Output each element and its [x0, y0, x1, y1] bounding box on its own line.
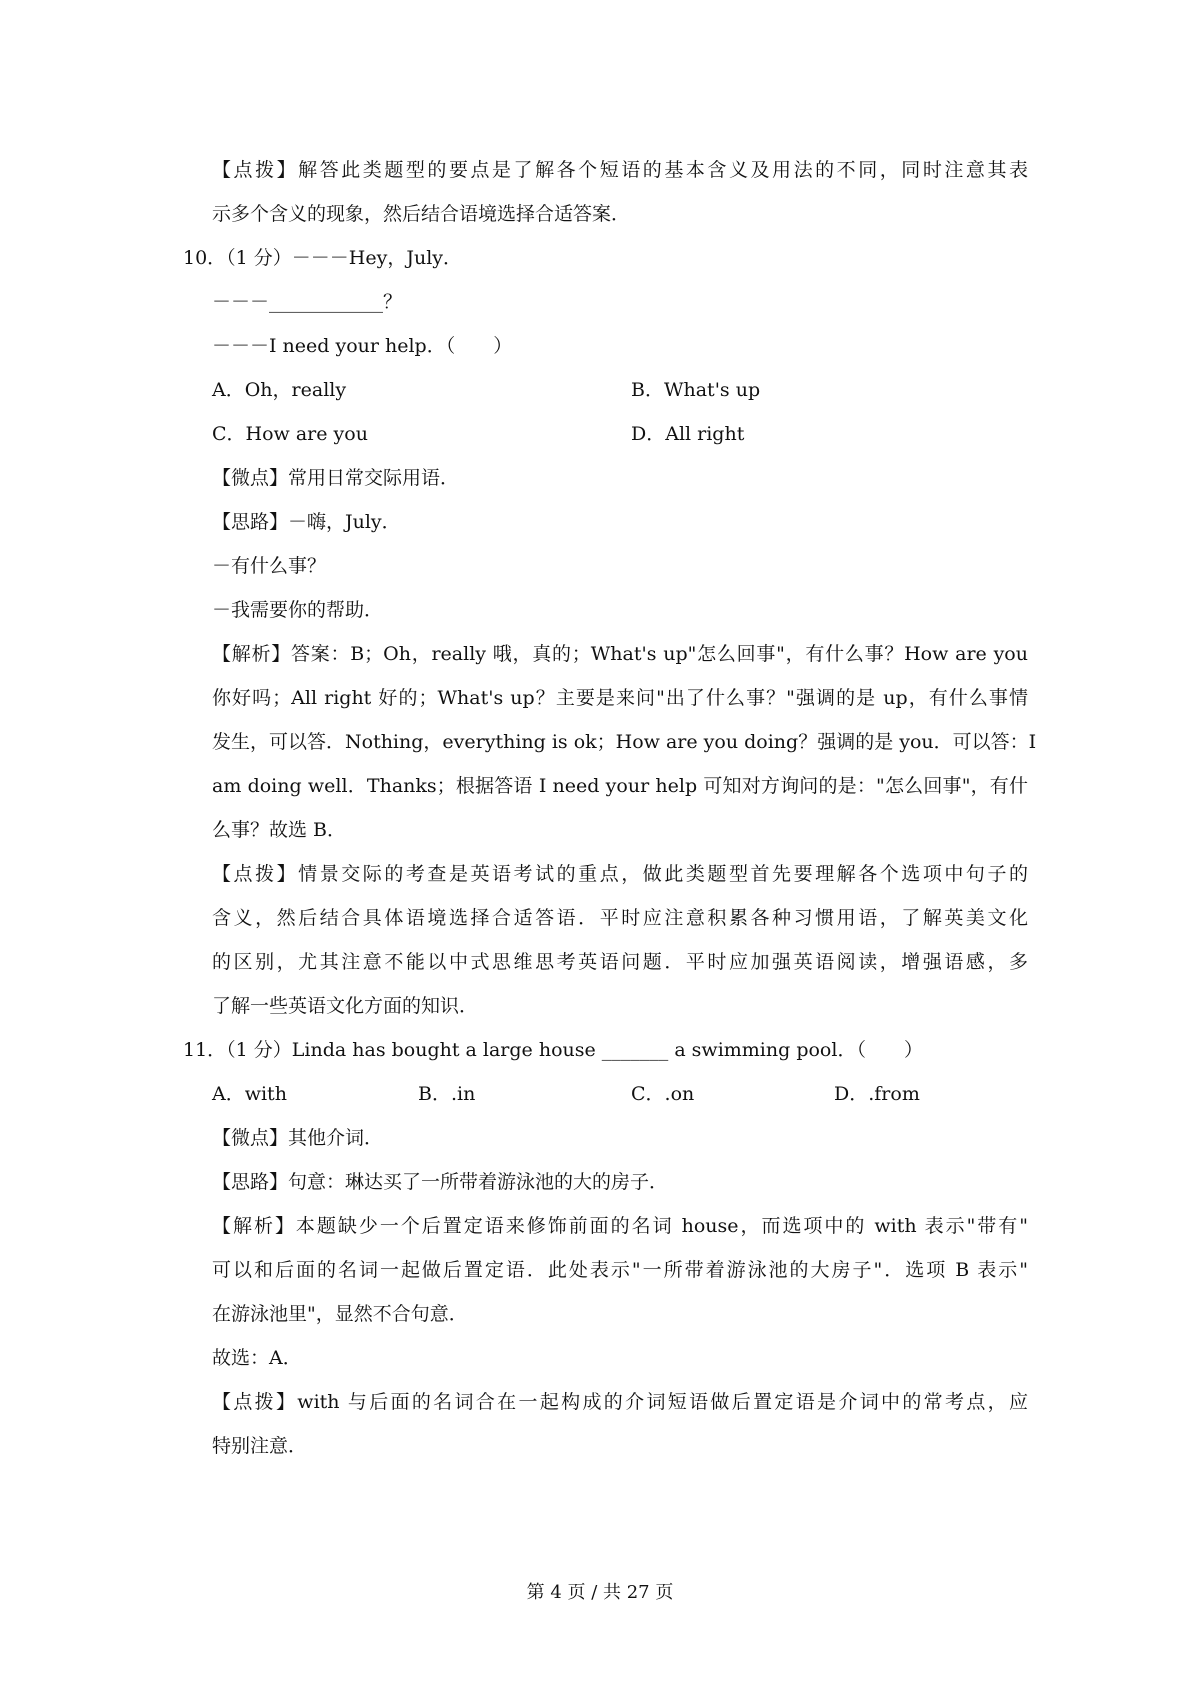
question-10-dialog-2: －－－____________？ — [212, 291, 403, 313]
q11-option-a: A．with — [212, 1083, 287, 1105]
q11-answer: 故选：A． — [212, 1347, 302, 1369]
question-10-dialog-3: －－－I need your help．（ ） — [212, 335, 513, 357]
question-10-stem: 10．（1 分）－－－Hey，July． — [183, 247, 463, 269]
q11-analysis-line-2: 可以和后面的名词一起做后置定语．此处表示"一所带着游泳池的大房子"．选项 B 表示" — [212, 1259, 1028, 1281]
q11-option-d: D．.from — [834, 1083, 920, 1105]
q10-analysis-line-4: am doing well．Thanks；根据答语 I need your help 可知对方询问的是："怎么回事"，有什 — [212, 775, 1028, 797]
q10-option-a: A．Oh，really — [212, 379, 347, 401]
q11-idea: 【思路】句意：琳达买了一所带着游泳池的大的房子． — [212, 1171, 669, 1193]
q11-option-b: B．.in — [418, 1083, 476, 1105]
q10-tip-line-1: 【点拨】情景交际的考查是英语考试的重点，做此类题型首先要理解各个选项中句子的 — [212, 863, 1028, 885]
q10-option-d: D．All right — [631, 423, 745, 445]
q10-analysis-line-2: 你好吗；All right 好的；What's up？主要是来问"出了什么事？"强调的是 up，有什么事情 — [212, 687, 1028, 709]
q11-knowledge-point: 【微点】其他介词． — [212, 1127, 384, 1149]
page-number-footer: 第 4 页 / 共 27 页 — [526, 1582, 674, 1603]
q10-idea-line-1: 【思路】－嗨，July． — [212, 511, 401, 533]
tip-line-1: 【点拨】解答此类题型的要点是了解各个短语的基本含义及用法的不同，同时注意其表 — [212, 159, 1028, 181]
q10-knowledge-point: 【微点】常用日常交际用语． — [212, 467, 460, 489]
q10-tip-line-4: 了解一些英语文化方面的知识． — [212, 995, 479, 1017]
q10-idea-line-2: －有什么事？ — [212, 555, 327, 577]
q11-analysis-line-3: 在游泳池里"，显然不合句意． — [212, 1303, 468, 1325]
q10-analysis-line-5: 么事？故选 B． — [212, 819, 347, 841]
q10-analysis-line-1: 【解析】答案：B；Oh，really 哦，真的；What's up"怎么回事"，有什么事？How are you — [212, 643, 1028, 665]
q11-option-c: C．.on — [631, 1083, 695, 1105]
q10-tip-line-3: 的区别，尤其注意不能以中式思维思考英语问题．平时应加强英语阅读，增强语感，多 — [212, 951, 1028, 973]
q10-option-b: B．What's up — [631, 379, 761, 401]
q10-idea-line-3: －我需要你的帮助． — [212, 599, 384, 621]
tip-line-2: 示多个含义的现象，然后结合语境选择合适答案． — [212, 203, 631, 225]
q11-tip-line-2: 特别注意． — [212, 1435, 308, 1457]
q11-analysis-line-1: 【解析】本题缺少一个后置定语来修饰前面的名词 house，而选项中的 with 表示"带有" — [212, 1215, 1028, 1237]
q11-tip-line-1: 【点拨】with 与后面的名词合在一起构成的介词短语做后置定语是介词中的常考点，应 — [212, 1391, 1028, 1413]
q10-analysis-line-3: 发生，可以答．Nothing，everything is ok；How are you doing？强调的是 you．可以答：I — [212, 731, 1037, 753]
question-11-stem: 11．（1 分）Linda has bought a large house _______ a swimming pool．（ ） — [183, 1039, 923, 1061]
q10-tip-line-2: 含义，然后结合具体语境选择合适答语．平时应注意积累各种习惯用语，了解英美文化 — [212, 907, 1028, 929]
q10-option-c: C．How are you — [212, 423, 368, 445]
